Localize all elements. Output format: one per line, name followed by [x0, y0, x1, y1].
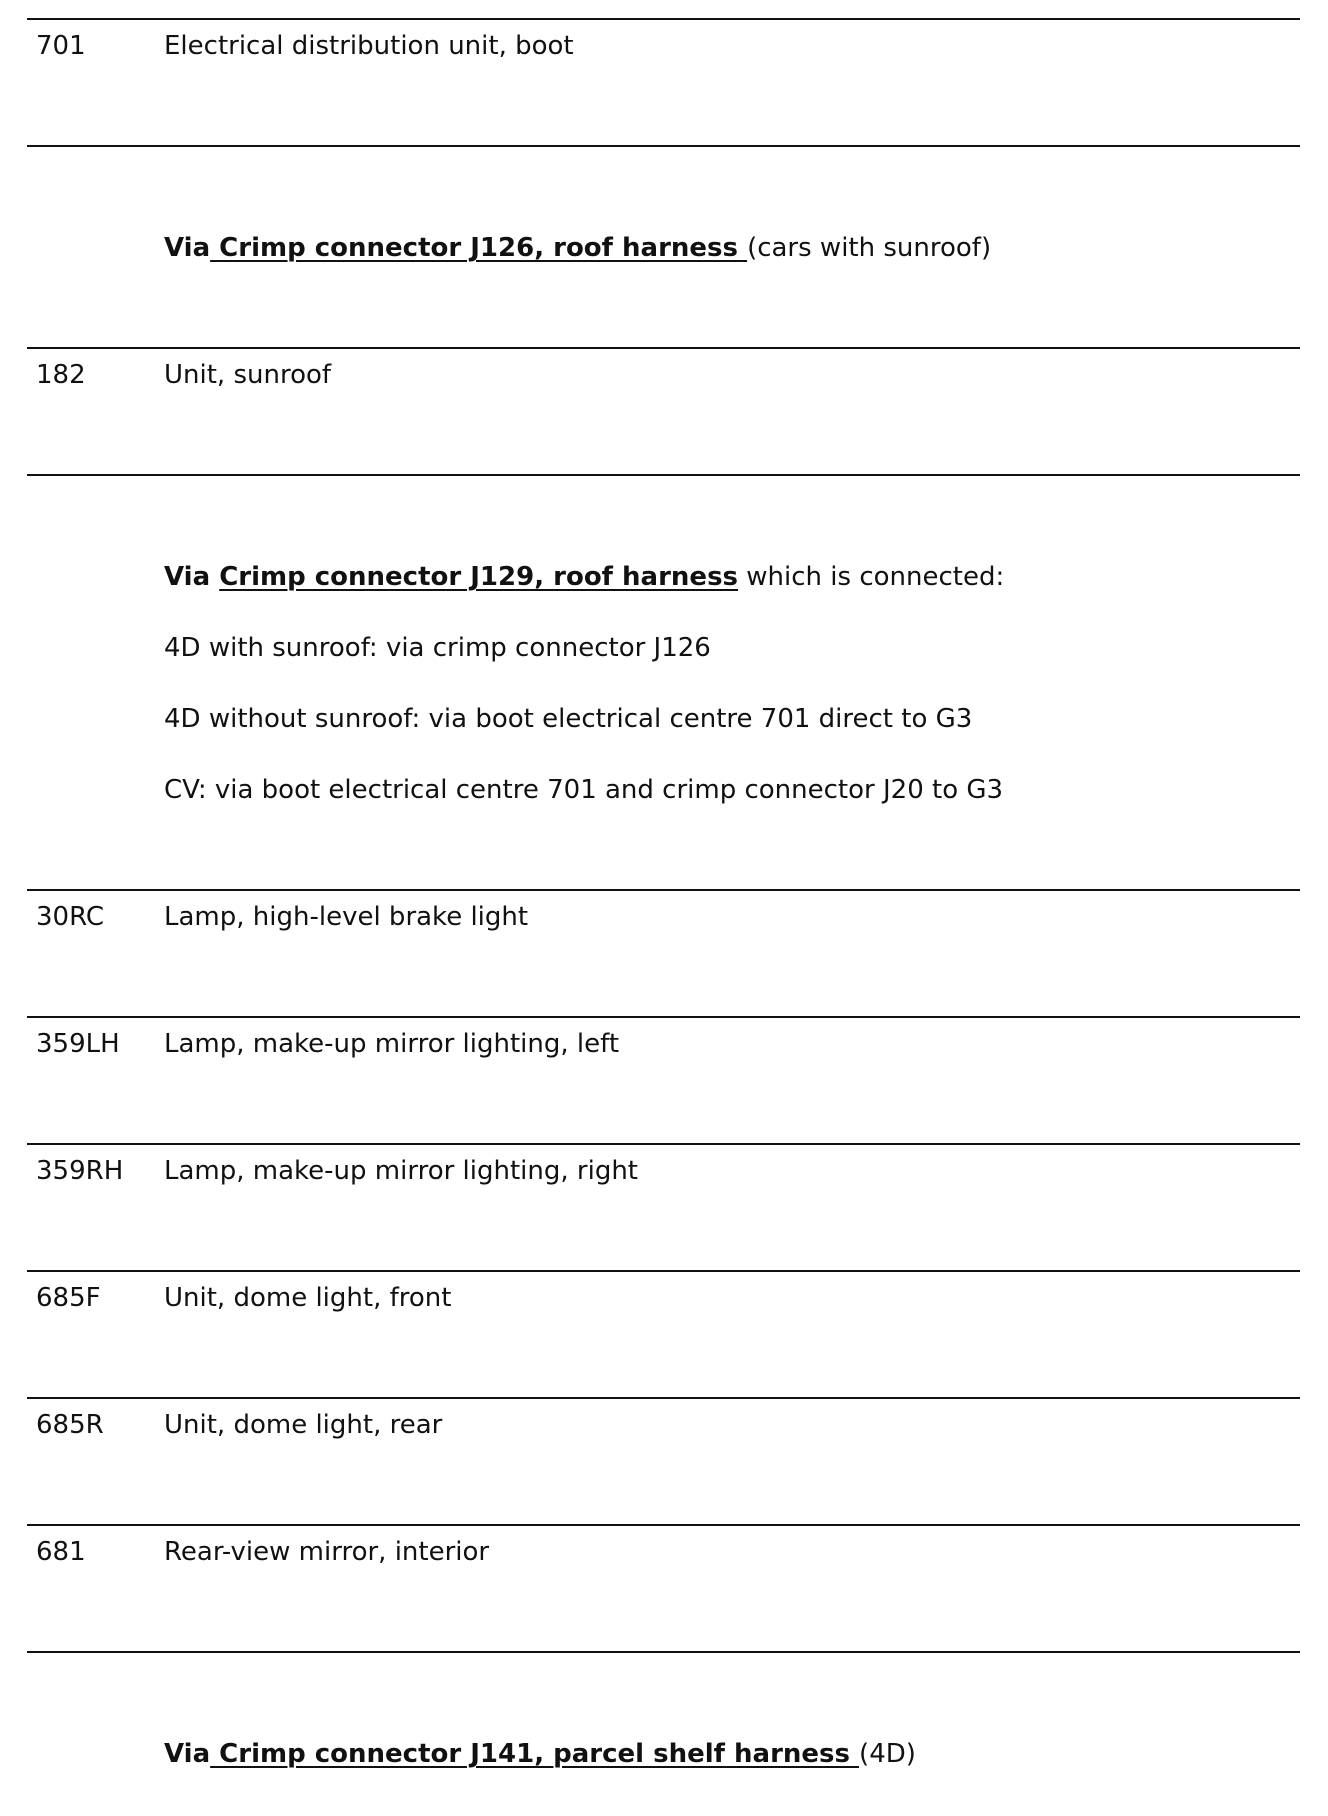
row-divider	[27, 1143, 1300, 1145]
connector-j126-link[interactable]: Crimp connector J126, roof harness	[210, 233, 748, 263]
row-divider	[27, 18, 1300, 20]
component-description: Lamp, make-up mirror lighting, right	[164, 1156, 639, 1186]
row-divider	[27, 1270, 1300, 1272]
via-connector-line	[164, 1738, 916, 1770]
via-connector-line	[164, 232, 991, 264]
component-description: Unit, dome light, rear	[164, 1410, 443, 1440]
row-divider	[27, 1397, 1300, 1399]
connection-note: 4D with sunroof: via crimp connector J126	[164, 633, 711, 663]
via-prefix: Via	[164, 233, 211, 263]
component-description: Lamp, make-up mirror lighting, left	[164, 1029, 620, 1059]
component-code: 701	[36, 31, 86, 61]
component-description: Rear-view mirror, interior	[164, 1537, 490, 1567]
via-connector-line	[164, 561, 1004, 593]
via-prefix: Via	[164, 1739, 211, 1769]
component-description: Unit, sunroof	[164, 360, 332, 390]
row-divider	[27, 1524, 1300, 1526]
connection-note: 4D without sunroof: via boot electrical centre 701 direct to G3	[164, 704, 973, 734]
row-divider	[27, 1016, 1300, 1018]
component-description: Lamp, high-level brake light	[164, 902, 529, 932]
component-code: 182	[36, 360, 86, 390]
component-code: 681	[36, 1537, 86, 1567]
component-code: 685R	[36, 1410, 104, 1440]
connector-j141-link[interactable]: Crimp connector J141, parcel shelf harness	[210, 1739, 860, 1769]
component-description: Unit, dome light, front	[164, 1283, 452, 1313]
row-divider	[27, 1651, 1300, 1653]
connector-j129-link[interactable]: Crimp connector J129, roof harness	[219, 562, 739, 592]
via-prefix: Via	[164, 562, 220, 592]
component-code: 359LH	[36, 1029, 120, 1059]
row-divider	[27, 145, 1300, 147]
component-description: Electrical distribution unit, boot	[164, 31, 574, 61]
row-divider	[27, 347, 1300, 349]
row-divider	[27, 474, 1300, 476]
row-divider	[27, 889, 1300, 891]
via-suffix: which is connected:	[738, 562, 1005, 592]
component-code: 685F	[36, 1283, 101, 1313]
via-suffix: (4D)	[859, 1739, 916, 1769]
connection-note: CV: via boot electrical centre 701 and crimp connector J20 to G3	[164, 775, 1004, 805]
via-suffix: (cars with sunroof)	[747, 233, 992, 263]
component-code: 359RH	[36, 1156, 124, 1186]
component-code: 30RC	[36, 902, 105, 932]
